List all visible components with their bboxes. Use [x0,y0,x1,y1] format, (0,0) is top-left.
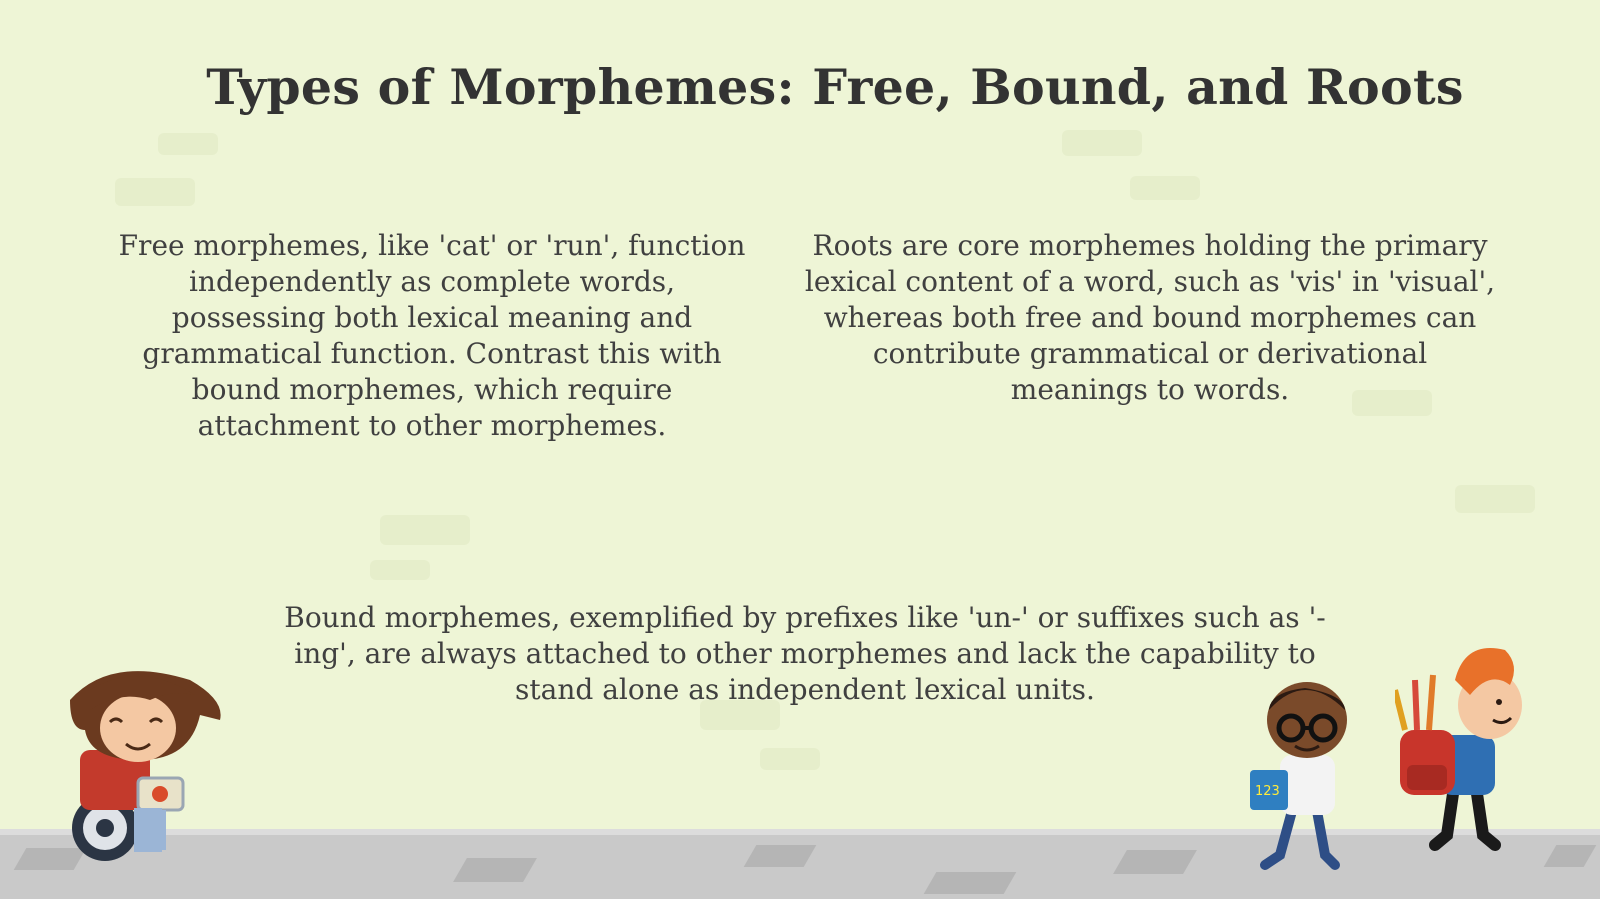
background-blob [760,748,820,770]
background-blob [1062,130,1142,156]
ground-tile [744,845,817,867]
child-with-glasses-illustration [1245,680,1375,880]
svg-text:123: 123 [1255,784,1280,799]
ground-tile [1113,850,1197,874]
roots-paragraph: Roots are core morphemes holding the primary lexical content of a word, such as 'vis' in 'visual', whereas both free and bound morphemes can contribute grammatical or derivational meanings to words. [804,229,1496,406]
background-blob [158,133,218,155]
background-blob [115,178,195,206]
ground-tile [924,872,1017,894]
background-blob [370,560,430,580]
ground-tile [453,858,537,882]
child-with-backpack-illustration [1395,640,1545,870]
bound-morphemes-paragraph: Bound morphemes, exemplified by prefixes like 'un-' or suffixes such as '-ing', are always attached to other morphemes and lack the capability to stand alone as independent lexical units. [284,601,1326,706]
child-in-wheelchair-illustration [50,660,240,880]
background-blob [380,515,470,545]
background-blob [1130,176,1200,200]
free-morphemes-paragraph: Free morphemes, like 'cat' or 'run', function independently as complete words, possessing both lexical meaning and grammatical function. Contrast this with bound morphemes, which require attachment to other morphemes. [118,229,746,442]
background-blob [1455,485,1535,513]
slide-title: Types of Morphemes: Free, Bound, and Roots [206,58,1464,116]
